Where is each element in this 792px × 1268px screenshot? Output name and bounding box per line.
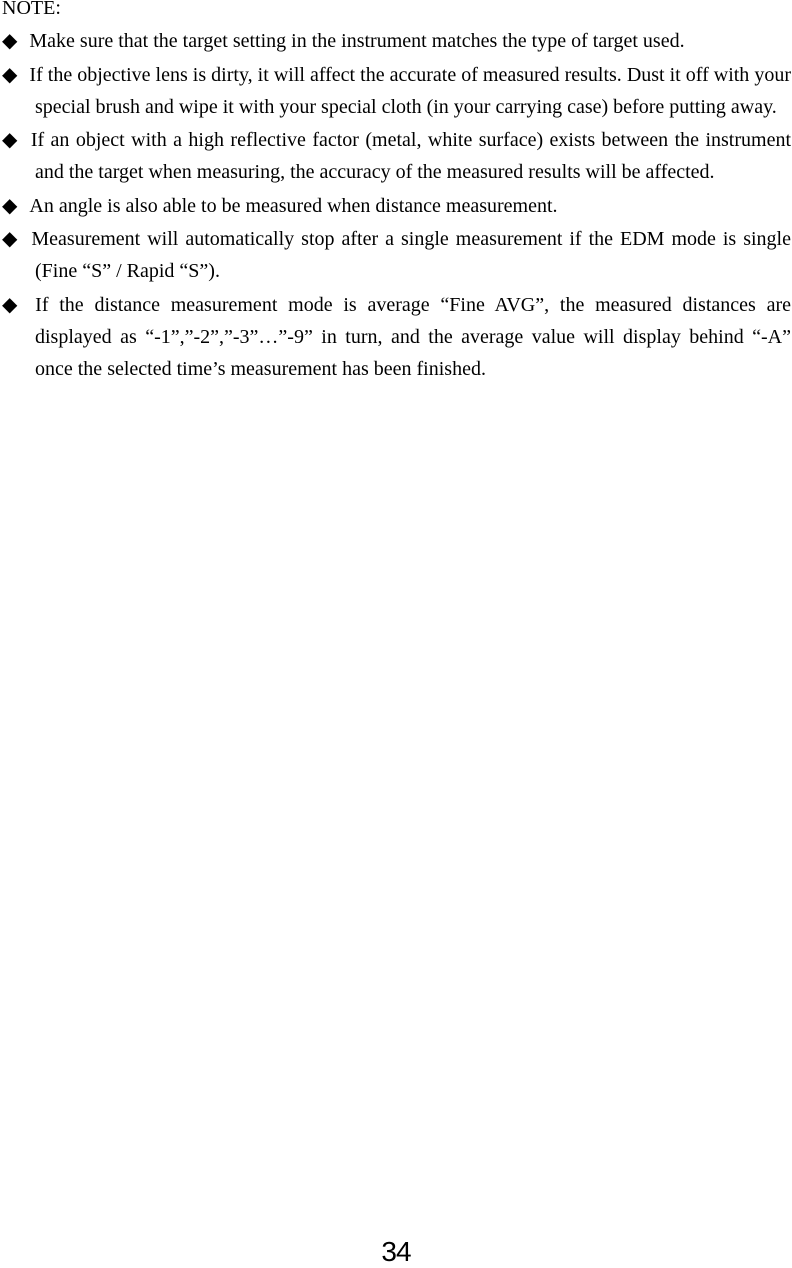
note-bullet-item (2, 58, 791, 124)
note-bullet-text: Measurement will automatically stop after a single measurement if the EDM mode is single (Fine “S” / Rapid “S”). (31, 228, 791, 283)
note-bullet-item (2, 24, 791, 57)
note-bullet-text: If the objective lens is dirty, it will affect the accurate of measured results. Dust it off with your special brush and wipe it with your special cloth (in your carrying case) before putting away. (29, 63, 791, 118)
diamond-bullet-icon: ◆ (2, 192, 18, 217)
diamond-bullet-icon: ◆ (2, 61, 18, 86)
note-section (2, 0, 791, 386)
page-number: 34 (381, 1236, 411, 1267)
diamond-bullet-icon: ◆ (2, 226, 20, 251)
note-bullet-text: An angle is also able to be measured when distance measurement. (29, 194, 558, 217)
note-heading: NOTE: (2, 0, 61, 19)
diamond-bullet-icon: ◆ (2, 127, 19, 152)
diamond-bullet-icon: ◆ (2, 291, 24, 316)
note-bullet-item (2, 288, 791, 386)
note-bullet-item (2, 189, 791, 222)
diamond-bullet-icon: ◆ (2, 28, 18, 53)
note-bullet-text: If the distance measurement mode is average “Fine AVG”, the measured distances are displayed as “-1”,”-2”,”-3”…”-9” in turn, and the average value will display behind “-A” once the selected time’s measurement has been finished. (35, 293, 791, 381)
note-bullet-text: Make sure that the target setting in the instrument matches the type of target used. (29, 30, 685, 53)
note-bullet-item (2, 222, 791, 288)
note-bullet-item (2, 123, 791, 189)
note-bullet-text: If an object with a high reflective factor (metal, white surface) exists between the instrument and the target when measuring, the accuracy of the measured results will be affected. (30, 129, 791, 184)
